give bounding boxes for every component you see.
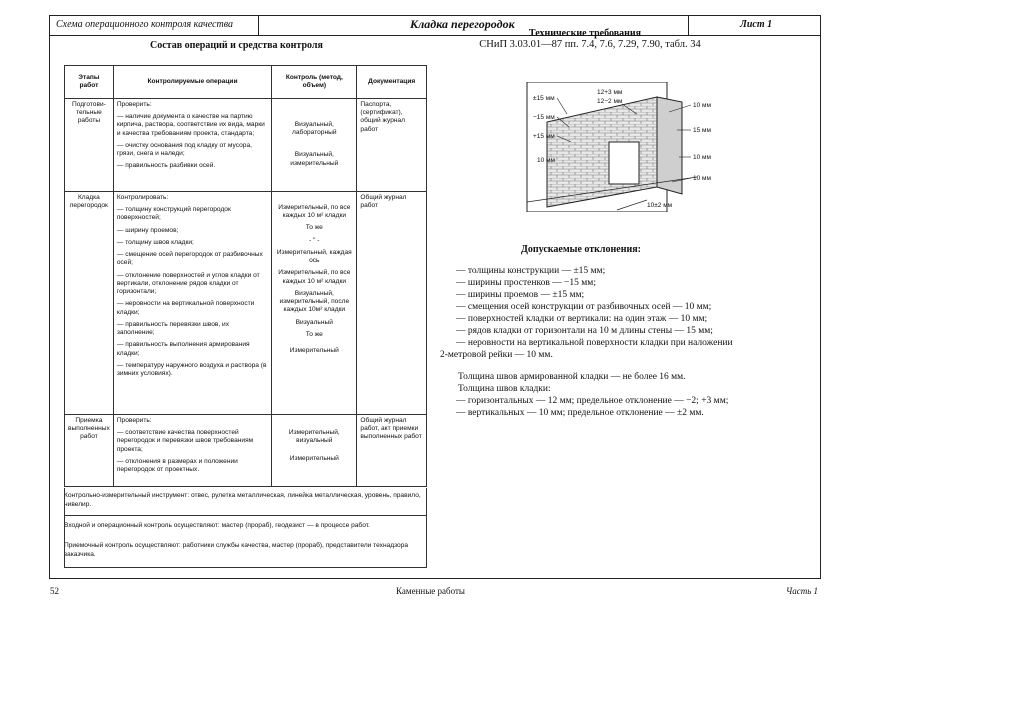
control-cell: Измерительный, по все каждых 10 м² кладки То же - " - Измерительный, каждая ось Измерительный, по все каждых 10 м² кладки Визуальный, измерительный, после каждых 10м² кладки Визуальный То же Измерительный: [272, 192, 357, 415]
page-number: 52: [50, 586, 59, 596]
operations-cell: Проверить: — соответствие качества поверхностей перегородок и перевязки швов требованиям проекта; — отклонения в размерах и положении перегородок от проектных.: [113, 415, 271, 487]
dim-label: +15 мм: [533, 133, 555, 140]
deviation-item: — рядов кладки от горизонтали на 10 м длины стены — 15 мм;: [456, 326, 713, 336]
operations-table: [64, 65, 427, 487]
tech-title: Технические требования: [528, 28, 642, 39]
tech-snip: СНиП 3.03.01—87 пп. 7.4, 7.6, 7.29, 7.90, табл. 34: [479, 39, 701, 50]
control-note-2: Приемочный контроль осуществляют: работники службы качества, мастер (прораб), представители технадзора заказчика.: [64, 542, 409, 558]
control-cell: Измерительный, визуальный Измерительный: [272, 415, 357, 487]
dim-label: 12−2 мм: [597, 98, 623, 105]
dim-label: 12+3 мм: [597, 89, 623, 96]
stage-cell: Кладка перегородок: [65, 192, 114, 415]
control-cell: Визуальный, лабораторный Визуальный, измерительный: [272, 99, 357, 192]
dim-label: 10 мм: [693, 102, 711, 109]
dim-label: ±15 мм: [533, 95, 555, 102]
header-sheet: Лист 1: [740, 19, 773, 30]
col-header-stage: Этапы работ: [65, 66, 114, 99]
table-row: [65, 415, 427, 487]
table-row: [65, 192, 427, 415]
col-header-control: Контроль (метод, объем): [272, 66, 357, 99]
seam-note: — горизонтальных — 12 мм; предельное отклонение — −2; +3 мм;: [456, 396, 729, 407]
deviation-item: — смещения осей конструкции от разбивочных осей — 10 мм;: [456, 301, 712, 312]
ops-title: Состав операций и средства контроля: [150, 40, 323, 51]
instruments-note: Контрольно-измерительный инструмент: отвес, рулетка металлическая, линейка металлическая, уровень, правило, нивелир.: [64, 492, 421, 508]
deviations-block: [396, 244, 766, 419]
seam-note: Толщина швов кладки:: [458, 384, 551, 395]
seam-note: Толщина швов армированной кладки — не более 16 мм.: [458, 372, 686, 383]
footer-part: Часть 1: [786, 586, 819, 596]
seam-note: — вертикальных — 10 мм; предельное отклонение — ±2 мм.: [456, 408, 704, 419]
deviation-item: — ширины простенков — −15 мм;: [456, 277, 596, 288]
header-left: Схема операционного контроля качества: [56, 19, 233, 30]
control-note-1: Входной и операционный контроль осуществляют: мастер (прораб), геодезист — в процессе работ.: [64, 522, 370, 529]
operations-cell: Контролировать: — толщину конструкций перегородок поверхностей; — ширину проемов; — толщину швов кладки; — смещение осей перегородок от разбивочных осей; — отклонение поверхностей и углов кладки от вертикали, отклонение рядов кладки от горизонтали; — неровности на вертикальной поверхности кладки; — правильность перевязки швов, их заполнение; — правильность выполнения армирования кладки; — температуру наружного воздуха и раствора (в зимних условиях).: [113, 192, 271, 415]
col-header-operations: Контролируемые операции: [113, 66, 271, 99]
dim-label: 10±2 мм: [647, 202, 673, 209]
table-header-row: [65, 66, 427, 99]
deviation-item: 2-метровой рейки — 10 мм.: [440, 350, 553, 361]
deviation-item: — ширины проемов — ±15 мм;: [456, 289, 585, 300]
tech-requirements: [440, 28, 770, 50]
deviations-title: Допускаемые отклонения:: [521, 244, 641, 255]
stage-cell: Приемка выполненных работ: [65, 415, 114, 487]
documentation-cell: Паспорта, (сертификат), общий журнал работ: [357, 99, 427, 192]
dim-label: 10 мм: [537, 157, 555, 164]
col-header-documentation: Документация: [357, 66, 427, 99]
header-title: Кладка перегородок: [410, 17, 515, 31]
dim-label: 15 мм: [693, 127, 711, 134]
operations-cell: Проверить: — наличие документа о качестве на партию кирпича, раствора, соответствие их вида, марки и качества требованиям проекта, стандарта; — очистку основания под кладку от мусора, грязи, снега и наледи; — правильность разбивки осей.: [113, 99, 271, 192]
documentation-cell: Общий журнал работ, акт приемки выполненных работ: [357, 415, 427, 487]
deviation-item: — неровности на вертикальной поверхности кладки при наложении: [456, 338, 733, 349]
dim-label: 10 мм: [693, 154, 711, 161]
deviation-item: — толщины конструкции — ±15 мм;: [456, 265, 606, 276]
dim-label: 10 мм: [693, 175, 711, 182]
partition-diagram: [497, 82, 727, 212]
table-row: [65, 99, 427, 192]
footer-section: Каменные работы: [396, 586, 465, 596]
dim-label: −15 мм: [533, 114, 555, 121]
documentation-cell: Общий журнал работ: [357, 192, 427, 415]
stage-cell: Подготови-тельные работы: [65, 99, 114, 192]
deviation-item: — поверхностей кладки от вертикали: на один этаж — 10 мм;: [456, 313, 708, 324]
